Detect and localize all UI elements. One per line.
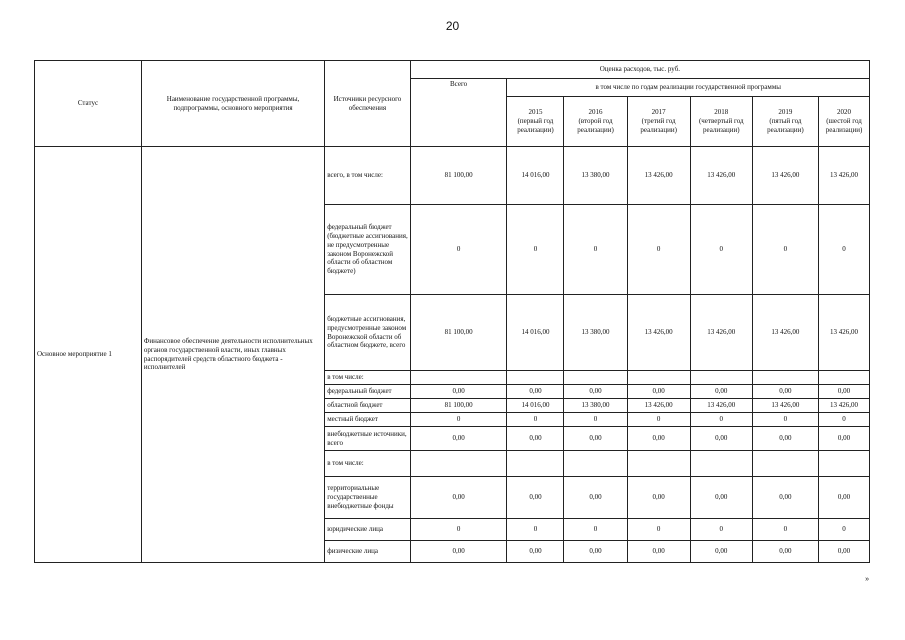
header-name: Наименование государственной программы, подпрограммы, основного мероприятия xyxy=(141,61,324,147)
value-cell xyxy=(507,451,564,477)
value-cell: 81 100,00 xyxy=(410,399,507,413)
value-cell: 0 xyxy=(410,519,507,541)
source-cell: юридические лица xyxy=(325,519,411,541)
header-year-2020 xyxy=(819,97,870,147)
value-cell: 0 xyxy=(507,519,564,541)
value-cell: 0,00 xyxy=(410,541,507,563)
value-cell: 0,00 xyxy=(627,477,690,519)
value-cell xyxy=(690,371,752,385)
value-cell: 0,00 xyxy=(690,477,752,519)
value-cell: 13 426,00 xyxy=(690,399,752,413)
value-cell: 0 xyxy=(819,413,870,427)
value-cell: 0 xyxy=(690,519,752,541)
value-cell: 13 380,00 xyxy=(564,147,627,205)
value-cell: 13 426,00 xyxy=(752,147,818,205)
value-cell: 14 016,00 xyxy=(507,399,564,413)
year-number: 2018 xyxy=(714,108,729,117)
source-cell: в том числе: xyxy=(325,371,411,385)
year-number: 2017 xyxy=(651,108,666,117)
value-cell: 13 426,00 xyxy=(819,399,870,413)
value-cell xyxy=(627,371,690,385)
value-cell: 0 xyxy=(564,519,627,541)
year-number: 2019 xyxy=(778,108,793,117)
header-status: Статус xyxy=(35,61,142,147)
value-cell: 0,00 xyxy=(564,427,627,451)
value-cell: 0,00 xyxy=(564,541,627,563)
value-cell: 13 426,00 xyxy=(690,147,752,205)
value-cell: 0 xyxy=(752,519,818,541)
value-cell: 0,00 xyxy=(410,385,507,399)
value-cell xyxy=(690,451,752,477)
value-cell: 0 xyxy=(819,519,870,541)
value-cell: 0 xyxy=(627,413,690,427)
value-cell: 0,00 xyxy=(507,385,564,399)
header-year-2018 xyxy=(690,97,752,147)
value-cell: 14 016,00 xyxy=(507,295,564,371)
header-by-years: в том числе по годам реализации государственной программы xyxy=(507,79,870,97)
value-cell xyxy=(819,371,870,385)
header-year-2017 xyxy=(627,97,690,147)
value-cell: 0,00 xyxy=(752,427,818,451)
value-cell: 0 xyxy=(564,205,627,295)
value-cell xyxy=(410,451,507,477)
value-cell: 0 xyxy=(752,205,818,295)
value-cell: 13 426,00 xyxy=(627,295,690,371)
header-year-2019 xyxy=(752,97,818,147)
table-row xyxy=(35,147,870,205)
value-cell: 0,00 xyxy=(564,385,627,399)
value-cell: 13 426,00 xyxy=(819,147,870,205)
year-label: (первый год реализации) xyxy=(517,117,554,134)
source-cell: федеральный бюджет (бюджетные ассигнования, не предусмотренные законом Воронежской области об областном бюджете) xyxy=(325,205,411,295)
value-cell xyxy=(627,451,690,477)
value-cell: 0,00 xyxy=(410,477,507,519)
value-cell: 0 xyxy=(690,205,752,295)
year-label: (четвертый год реализации) xyxy=(698,117,744,134)
value-cell: 13 426,00 xyxy=(752,295,818,371)
value-cell xyxy=(752,451,818,477)
header-year-2016 xyxy=(564,97,627,147)
value-cell: 81 100,00 xyxy=(410,147,507,205)
value-cell: 0,00 xyxy=(690,385,752,399)
value-cell: 0,00 xyxy=(752,477,818,519)
value-cell: 81 100,00 xyxy=(410,295,507,371)
value-cell: 14 016,00 xyxy=(507,147,564,205)
value-cell: 0,00 xyxy=(819,427,870,451)
value-cell: 0,00 xyxy=(690,427,752,451)
value-cell: 0,00 xyxy=(819,477,870,519)
page-number: 20 xyxy=(445,19,460,33)
value-cell xyxy=(410,371,507,385)
source-cell: в том числе: xyxy=(325,451,411,477)
source-cell: областной бюджет xyxy=(325,399,411,413)
source-cell: физические лица xyxy=(325,541,411,563)
source-cell: территориальные государственные внебюджетные фонды xyxy=(325,477,411,519)
value-cell xyxy=(507,371,564,385)
table-body xyxy=(35,147,870,563)
value-cell: 0,00 xyxy=(690,541,752,563)
expense-table xyxy=(34,60,870,563)
value-cell: 0 xyxy=(752,413,818,427)
value-cell: 0,00 xyxy=(507,541,564,563)
value-cell xyxy=(564,451,627,477)
status-cell: Основное мероприятие 1 xyxy=(35,147,142,563)
value-cell xyxy=(752,371,818,385)
year-label: (второй год реализации) xyxy=(577,117,614,134)
value-cell: 0,00 xyxy=(627,427,690,451)
value-cell: 0,00 xyxy=(752,541,818,563)
value-cell: 0 xyxy=(690,413,752,427)
value-cell: 13 426,00 xyxy=(690,295,752,371)
source-cell: местный бюджет xyxy=(325,413,411,427)
year-label: (пятый год реализации) xyxy=(767,117,804,134)
value-cell: 13 426,00 xyxy=(627,399,690,413)
year-number: 2015 xyxy=(528,108,543,117)
value-cell xyxy=(564,371,627,385)
year-label: (шестой год реализации) xyxy=(825,117,863,134)
value-cell: 0,00 xyxy=(819,385,870,399)
header-estimate: Оценка расходов, тыс. руб. xyxy=(410,61,869,79)
value-cell: 13 426,00 xyxy=(819,295,870,371)
value-cell: 13 380,00 xyxy=(564,399,627,413)
value-cell: 0 xyxy=(410,413,507,427)
value-cell: 0 xyxy=(627,205,690,295)
value-cell: 0,00 xyxy=(752,385,818,399)
value-cell: 0 xyxy=(410,205,507,295)
value-cell xyxy=(819,451,870,477)
source-cell: внебюджетные источники, всего xyxy=(325,427,411,451)
header-total: Всего xyxy=(410,79,507,147)
value-cell: 0 xyxy=(507,413,564,427)
value-cell: 0 xyxy=(819,205,870,295)
header-year-2015 xyxy=(507,97,564,147)
name-cell: Финансовое обеспечение деятельности исполнительных органов государственной власти, иных главных распорядителей средств областного бюджета - исполнителей xyxy=(141,147,324,563)
value-cell: 0 xyxy=(564,413,627,427)
value-cell: 0,00 xyxy=(507,477,564,519)
value-cell: 13 426,00 xyxy=(627,147,690,205)
year-label: (третий год реализации) xyxy=(640,117,677,134)
value-cell: 13 426,00 xyxy=(752,399,818,413)
value-cell: 0,00 xyxy=(410,427,507,451)
value-cell: 0,00 xyxy=(507,427,564,451)
value-cell: 0,00 xyxy=(627,541,690,563)
value-cell: 0 xyxy=(507,205,564,295)
footer-mark: » xyxy=(865,576,869,583)
header-sources: Источники ресурсного обеспечения xyxy=(325,61,411,147)
value-cell: 0,00 xyxy=(564,477,627,519)
value-cell: 13 380,00 xyxy=(564,295,627,371)
source-cell: федеральный бюджет xyxy=(325,385,411,399)
value-cell: 0,00 xyxy=(819,541,870,563)
value-cell: 0 xyxy=(627,519,690,541)
year-number: 2016 xyxy=(588,108,603,117)
value-cell: 0,00 xyxy=(627,385,690,399)
year-number: 2020 xyxy=(837,108,851,117)
source-cell: всего, в том числе: xyxy=(325,147,411,205)
source-cell: бюджетные ассигнования, предусмотренные законом Воронежской области об областном бюджете, всего xyxy=(325,295,411,371)
